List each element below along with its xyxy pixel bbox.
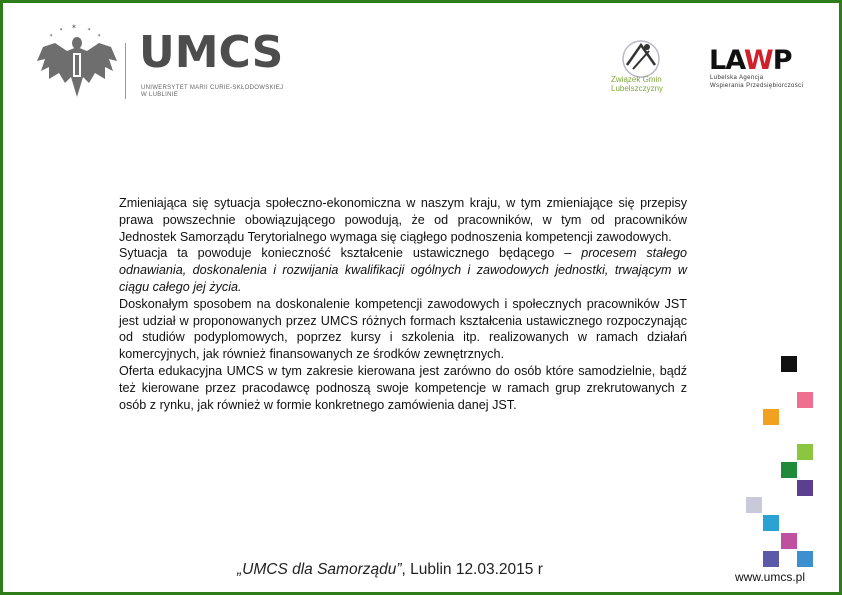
deco-square <box>797 551 813 567</box>
footer-caption-title: „UMCS dla Samorządu” <box>237 561 402 578</box>
svg-text:✶: ✶ <box>59 27 64 33</box>
footer-url: www.umcs.pl <box>735 570 806 584</box>
deco-square <box>763 409 779 425</box>
paragraph-4: Oferta edukacyjna UMCS w tym zakresie kierowana jest zarówno do osób które samodzielnie, bądź też kierowane przez pracodawcę podnoszą swoje kompetencje w ramach grup zrekrutowanych z osób z rynku, jak również w formie konkretnego zamówienia danej JST. <box>119 363 687 412</box>
svg-text:✶: ✶ <box>71 24 77 31</box>
deco-square <box>781 462 797 478</box>
svg-text:✶: ✶ <box>97 33 102 39</box>
lawp-logo-text <box>709 47 791 74</box>
deco-square <box>797 444 813 460</box>
deco-square <box>781 356 797 372</box>
footer-caption-date: , Lublin 12.03.2015 r <box>401 561 543 578</box>
deco-square <box>781 533 797 549</box>
paragraph-2-italic: procesem stałego odnawiania, doskonalenia i rozwijania kwalifikacji ogólnych i zawodowych jednostki, trwającym w ciągu całego jej życia. <box>119 246 687 294</box>
footer-caption <box>237 561 543 579</box>
main-text-block <box>119 195 687 413</box>
zwiazek-gmin-logo-text: Związek Gmin <box>611 75 662 84</box>
lawp-logo-subtitle-2: Wspierania Przedsiębiorczości <box>710 83 804 89</box>
lawp-logo-subtitle: Lubelska Agencja <box>710 75 764 81</box>
deco-square <box>797 392 813 408</box>
paragraph-2 <box>119 245 687 295</box>
lawp-letter-p: P <box>772 45 792 76</box>
umcs-logo-text: UMCS <box>139 27 284 78</box>
umcs-logo-subtitle: UNIWERSYTET MARII CURIE-SKŁODOWSKIEJ <box>141 85 284 91</box>
umcs-eagle-emblem <box>27 21 127 101</box>
zwiazek-gmin-logo-text-2: Lubelszczyzny <box>611 84 664 93</box>
logo-divider <box>125 43 126 99</box>
paragraph-3: Doskonałym sposobem na doskonalenie kompetencji zawodowych i społecznych pracowników JST jest udział w proponowanych przez UMCS różnych formach kształcenia ustawicznego rozpoczynając od studiów podyplomowych, poprzez kursy i szkolenia itp. realizowanych w ramach działań komercyjnych, jak również finansowanych ze środków zewnętrznych. <box>119 296 687 362</box>
lawp-letters-la: LA <box>709 45 744 76</box>
svg-text:✶: ✶ <box>87 27 92 33</box>
deco-square <box>746 497 762 513</box>
deco-square <box>763 515 779 531</box>
umcs-logo-subtitle-city: W LUBLINIE <box>141 92 179 98</box>
paragraph-1: Zmieniająca się sytuacja społeczno-ekonomiczna w naszym kraju, w tym zmieniające się przepisy prawa powszechnie obowiązującego powodują, że od pracowników, w tym od pracowników Jednostek Samorządu Terytorialnego wymaga się ciągłego podnoszenia kompetencji zawodowych. <box>119 196 687 244</box>
paragraph-2-normal: Sytuacja ta powoduje konieczność kształcenie ustawicznego będącego – <box>119 246 582 261</box>
deco-square <box>797 480 813 496</box>
deco-square <box>763 551 779 567</box>
lawp-letter-w: W <box>743 45 773 76</box>
svg-text:✶: ✶ <box>49 33 54 39</box>
